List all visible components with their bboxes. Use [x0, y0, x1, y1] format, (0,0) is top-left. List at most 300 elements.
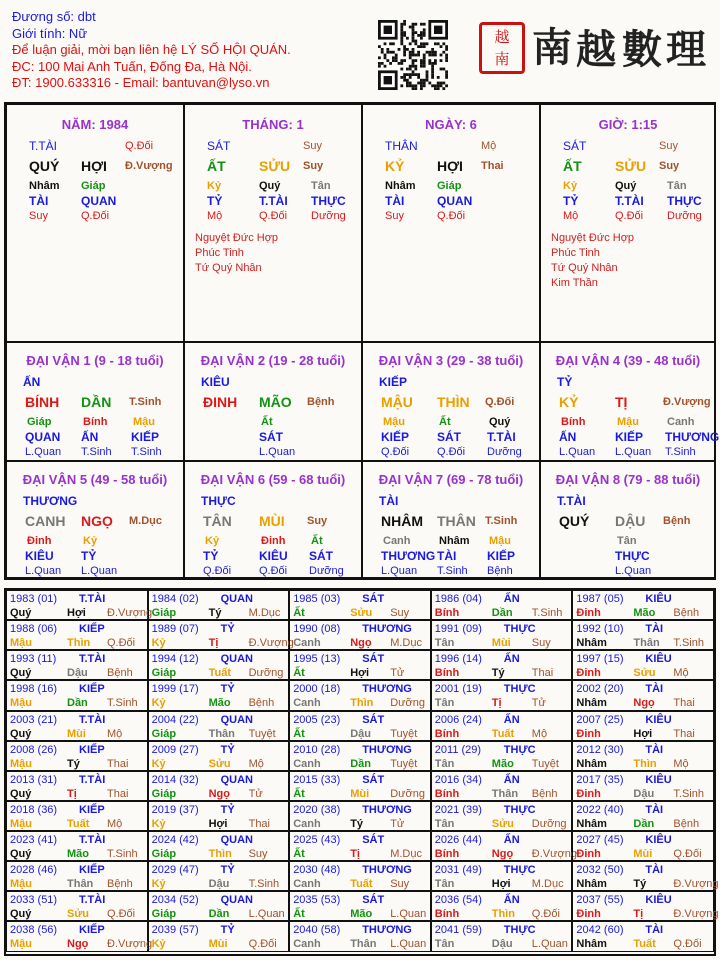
annual-stage: Q.Đối — [673, 938, 702, 951]
annual-branch: Dậu — [67, 667, 88, 680]
dai-van-cell — [184, 342, 362, 461]
dai-van-hidden-god: T.TÀI — [487, 430, 516, 444]
dai-van-hidden-god: THỰC — [615, 549, 650, 563]
annual-stage: M.Dục — [531, 878, 564, 891]
pillar-top-god: THÂN — [385, 139, 418, 153]
dai-van-stage: Bệnh — [307, 396, 335, 408]
dai-van-hidden-stem: Mậu — [489, 535, 511, 547]
annual-stem: Đinh — [576, 908, 601, 921]
dai-van-can-chi: THÌN — [437, 394, 470, 410]
annual-god: TÀI — [645, 743, 664, 756]
annual-stem: Nhâm — [576, 938, 607, 951]
annual-stage: Bệnh — [107, 878, 133, 891]
annual-stem: Giáp — [151, 848, 177, 861]
dai-van-can-chi: BÍNH — [25, 394, 60, 410]
annual-year: 1993 (11) — [10, 653, 57, 666]
annual-cell — [572, 921, 714, 951]
dai-van-can-chi: THÂN — [437, 513, 476, 529]
annual-branch: Mùi — [633, 848, 653, 861]
annual-stem: Mậu — [10, 817, 32, 830]
dai-van-cell — [184, 461, 362, 578]
annual-stage: Tử — [531, 697, 546, 710]
annual-branch: Hợi — [67, 607, 86, 619]
annual-cell — [289, 771, 431, 801]
dai-van-hidden-stem: Canh — [383, 535, 411, 547]
annual-stage: Bệnh — [531, 787, 558, 800]
annual-cell — [148, 831, 290, 861]
annual-cell — [431, 711, 573, 741]
pillar-hidden-stage: Q.Đối — [81, 210, 110, 222]
annual-branch: Tị — [350, 848, 360, 861]
dai-van-hidden-stage: L.Quan — [259, 446, 296, 458]
annual-cell — [431, 831, 577, 861]
annual-year: 2038 (56) — [10, 924, 58, 937]
annual-god: QUAN — [220, 593, 253, 605]
dai-van-can-chi: TỊ — [615, 394, 628, 410]
annual-stem: Bính — [434, 667, 460, 680]
annual-cell — [148, 620, 294, 650]
annual-cell — [289, 680, 431, 710]
dai-van-can-chi: TÂN — [203, 513, 232, 529]
annual-branch: Ngọ — [67, 938, 89, 951]
dai-van-stage: Suy — [307, 515, 328, 527]
dai-van-cell — [362, 342, 540, 461]
annual-stem: Canh — [293, 938, 321, 951]
annual-stage: Q.Đối — [248, 938, 277, 951]
dai-van-can-chi: KỶ — [559, 394, 579, 410]
annual-stem: Canh — [293, 878, 321, 891]
dai-van-hidden-god: THƯƠNG — [381, 549, 436, 563]
annual-year: 1999 (17) — [151, 683, 199, 696]
pillar-hidden-stem: Giáp — [437, 180, 462, 192]
annual-stem: Giáp — [151, 787, 177, 800]
annual-cell — [431, 741, 573, 771]
annual-stem: Kỷ — [151, 878, 166, 891]
dai-van-can-chi: DẦN — [81, 394, 112, 410]
annual-god: T.TÀI — [79, 894, 106, 907]
pillar-stage: Suy — [659, 160, 680, 172]
annual-god: KIẾP — [79, 924, 105, 937]
annual-stage: Bệnh — [673, 817, 700, 830]
main-chart-grid — [4, 102, 720, 580]
dai-van-hidden-stem: Mậu — [617, 416, 639, 428]
annual-stage: T.Sinh — [531, 607, 563, 619]
annual-cell — [572, 711, 714, 741]
annual-stage: T.Sinh — [673, 637, 704, 650]
annual-stage: Thai — [673, 697, 695, 710]
dai-van-title: ĐẠI VẬN 1 (9 - 18 tuổi) — [26, 353, 164, 368]
annual-cell — [431, 680, 573, 710]
annual-god: SÁT — [362, 593, 385, 605]
annual-cell — [6, 590, 153, 620]
annual-year: 2004 (22) — [151, 713, 199, 726]
dai-van-hidden-god: KIÊU — [25, 549, 54, 563]
annual-stem: Nhâm — [576, 817, 607, 830]
annual-stem: Giáp — [151, 727, 177, 740]
annual-stem: Tân — [434, 938, 455, 951]
annual-year: 2035 (53) — [293, 894, 341, 907]
annual-branch: Tị — [633, 908, 644, 921]
annual-stem: Giáp — [151, 908, 177, 921]
annual-stage: Dưỡng — [390, 787, 425, 800]
pillar-hidden-stem: Quý — [615, 180, 637, 192]
dai-van-stage: M.Dục — [129, 515, 162, 527]
annual-cell — [289, 801, 431, 831]
annual-year: 2018 (36) — [10, 803, 58, 816]
annual-branch: Tị — [491, 697, 502, 710]
annual-cell — [289, 921, 431, 951]
annual-cell — [6, 771, 148, 801]
annual-god: KIẾP — [79, 743, 105, 756]
annual-branch: Ngọ — [633, 697, 655, 710]
annual-god: T.TÀI — [79, 653, 106, 666]
annual-stem: Bính — [434, 607, 460, 619]
pillar-hidden-stage: Suy — [385, 210, 404, 222]
annual-cell — [148, 680, 290, 710]
annual-year: 2005 (23) — [293, 713, 341, 726]
annual-branch: Sửu — [350, 607, 373, 619]
dai-van-hidden-god: SÁT — [259, 430, 283, 444]
annual-stage: T.Sinh — [107, 848, 138, 861]
dai-van-title: ĐẠI VẬN 6 (59 - 68 tuổi) — [200, 472, 346, 487]
annual-year: 2009 (27) — [151, 743, 199, 756]
pillar-hidden-god: T.TÀI — [259, 194, 288, 208]
annual-year: 1994 (12) — [151, 653, 199, 666]
annual-god: T.TÀI — [79, 834, 106, 847]
annual-cell — [6, 861, 148, 891]
annual-branch: Tuất — [67, 817, 90, 830]
annual-stem: Bính — [434, 848, 460, 861]
annual-branch: Tuất — [208, 667, 231, 680]
annual-stage: L.Quan — [248, 908, 285, 921]
annual-cell — [6, 831, 148, 861]
annual-year: 2032 (50) — [576, 864, 624, 877]
annual-god: ẤN — [503, 834, 520, 847]
annual-branch: Tị — [67, 787, 77, 800]
annual-god: THỰC — [503, 924, 536, 937]
pillar-hidden-god: THỰC — [667, 194, 702, 208]
annual-year: 1985 (03) — [293, 593, 341, 605]
annual-branch: Sửu — [633, 667, 656, 680]
dai-van-hidden-stage: T.Sinh — [665, 446, 696, 458]
annual-god: TÀI — [645, 683, 664, 696]
pillar-hidden-stage: Q.Đối — [259, 210, 288, 222]
annual-god: TỶ — [220, 864, 235, 877]
annual-stage: Dưỡng — [531, 817, 567, 830]
annual-stem: Nhâm — [576, 878, 607, 891]
annual-stem: Đinh — [576, 727, 601, 740]
annual-cell — [431, 771, 573, 801]
annual-year: 1990 (08) — [293, 623, 341, 636]
annual-stage: L.Quan — [390, 908, 427, 921]
special-star: Phúc Tinh — [195, 247, 244, 259]
annual-year: 2019 (37) — [151, 803, 199, 816]
annual-stage: Thai — [107, 787, 129, 800]
annual-stem: Nhâm — [576, 697, 607, 710]
annual-cell — [572, 771, 714, 801]
annual-branch: Ngọ — [491, 848, 514, 861]
dai-van-can-chi: MÙI — [259, 513, 285, 529]
annual-year: 2007 (25) — [576, 713, 624, 726]
annual-god: TỶ — [220, 924, 235, 937]
dai-van-hidden-stem: Bính — [561, 416, 586, 428]
annual-stem: Ất — [293, 787, 305, 800]
pillar-hidden-god: TÀI — [385, 194, 405, 208]
annual-god: ẤN — [503, 773, 520, 786]
annual-branch: Dần — [208, 908, 230, 921]
annual-cell — [431, 620, 573, 650]
annual-branch: Mão — [350, 908, 373, 921]
dai-van-can-chi: ĐINH — [203, 394, 238, 410]
annual-stage: M.Dục — [248, 607, 281, 619]
annual-cell — [572, 620, 714, 650]
dai-van-hidden-stem: Quý — [489, 416, 511, 428]
annual-stage: Tử — [390, 667, 405, 680]
annual-stem: Mậu — [10, 878, 32, 891]
annual-year: 2034 (52) — [151, 894, 199, 907]
annual-branch: Mùi — [208, 938, 228, 951]
annual-branch: Thìn — [633, 757, 657, 770]
annual-year: 1998 (16) — [10, 683, 58, 696]
annual-god: KIÊU — [645, 653, 672, 666]
pillar-stage: Thai — [481, 160, 504, 172]
annual-stem: Bính — [434, 787, 460, 800]
dai-van-hidden-stage: T.Sinh — [81, 446, 112, 458]
annual-stem: Giáp — [151, 607, 177, 619]
pillar-top-god: Mộ — [481, 140, 497, 152]
annual-stage: Tuyệt — [248, 727, 276, 740]
annual-cell — [572, 741, 714, 771]
annual-branch: Tý — [67, 757, 80, 770]
annual-god: SÁT — [362, 773, 385, 786]
special-star: Nguyệt Đức Hợp — [551, 232, 635, 244]
annual-stage: Suy — [531, 637, 551, 650]
dai-van-hidden-god: ẤN — [81, 430, 99, 444]
annual-branch: Thìn — [491, 908, 516, 921]
annual-cell — [289, 711, 431, 741]
annual-branch: Mùi — [67, 727, 86, 740]
annual-cell — [572, 590, 714, 620]
annual-god: THƯƠNG — [362, 683, 412, 696]
annual-branch: Tị — [208, 637, 219, 650]
annual-stage: Bệnh — [107, 667, 133, 680]
annual-branch: Tuất — [633, 938, 656, 951]
annual-stage: Mộ — [248, 757, 264, 770]
annual-stage: M.Dục — [390, 637, 422, 650]
annual-year: 1986 (04) — [434, 593, 482, 605]
annual-year: 2002 (20) — [576, 683, 624, 696]
annual-year: 2012 (30) — [576, 743, 624, 756]
annual-god: QUAN — [220, 894, 253, 907]
annual-stem: Nhâm — [576, 637, 607, 650]
annual-stem: Tân — [434, 757, 455, 770]
dai-van-hidden-stem: Đinh — [27, 535, 52, 547]
special-star: Tứ Quý Nhân — [551, 262, 618, 274]
pillar-hidden-god: TỶ — [563, 194, 579, 208]
annual-cell — [6, 680, 148, 710]
annual-stem: Canh — [293, 697, 321, 710]
annual-god: THƯƠNG — [362, 864, 412, 877]
dai-van-hidden-stem: Kỷ — [83, 535, 98, 547]
dai-van-hidden-stage: Dưỡng — [487, 446, 522, 458]
annual-cell — [6, 891, 148, 921]
annual-branch: Thân — [633, 637, 660, 650]
dai-van-hidden-god: KIẾP — [487, 549, 516, 563]
dai-van-hidden-god: SÁT — [437, 430, 461, 444]
annual-stem: Ất — [293, 727, 305, 740]
pillar-can-chi: HỢI — [437, 158, 463, 174]
dai-van-god: TỶ — [557, 375, 573, 389]
dai-van-stage: T.Sinh — [485, 515, 518, 527]
annual-stem: Canh — [293, 817, 321, 830]
annual-stage: Mộ — [531, 727, 548, 740]
dai-van-god: TÀI — [379, 494, 399, 508]
annual-year: 1996 (14) — [434, 653, 482, 666]
gender: Giới tính: Nữ — [12, 25, 88, 41]
annual-stage: M.Dục — [390, 848, 422, 861]
annual-cell — [431, 891, 573, 921]
owner-name: Đương số: dbt — [12, 9, 96, 24]
dai-van-cell — [6, 461, 184, 578]
dai-van-hidden-stage: L.Quan — [615, 446, 652, 458]
dai-van-hidden-god: KIẾP — [131, 430, 160, 444]
dai-van-hidden-stage: L.Quan — [559, 446, 596, 458]
annual-year: 2031 (49) — [434, 864, 482, 877]
annual-year: 2024 (42) — [151, 834, 199, 847]
annual-branch: Dần — [491, 607, 513, 619]
annual-cell — [289, 891, 431, 921]
annual-stage: Dưỡng — [390, 697, 425, 710]
dai-van-hidden-stem: Kỷ — [205, 535, 220, 547]
dai-van-hidden-stem: Nhâm — [439, 535, 470, 547]
annual-year: 2013 (31) — [10, 773, 58, 786]
annual-year: 2020 (38) — [293, 803, 341, 816]
annual-cell — [6, 921, 153, 951]
annual-branch: Ngọ — [208, 787, 230, 800]
dai-van-can-chi: MẬU — [381, 394, 413, 410]
annual-cell — [6, 741, 148, 771]
annual-god: KIÊU — [645, 593, 672, 605]
annual-year: 2016 (34) — [434, 773, 482, 786]
annual-branch: Mão — [633, 607, 656, 619]
dai-van-cell — [6, 342, 184, 461]
annual-branch: Dậu — [633, 787, 655, 800]
annual-god: TỶ — [220, 683, 235, 696]
annual-branch: Tý — [491, 667, 505, 680]
annual-stage: L.Quan — [390, 938, 427, 951]
dai-van-hidden-god: SÁT — [309, 549, 333, 563]
annual-stage: Suy — [390, 878, 410, 891]
dai-van-hidden-stem: Ất — [311, 535, 323, 547]
annual-branch: Dần — [633, 817, 655, 830]
dai-van-hidden-stem: Mậu — [383, 416, 405, 428]
annual-stage: Thai — [248, 817, 270, 830]
annual-branch: Thìn — [350, 697, 374, 710]
dai-van-hidden-stage: T.Sinh — [131, 446, 162, 458]
pillar-can-chi: SỬU — [259, 158, 291, 174]
annual-stage: Bệnh — [673, 607, 700, 619]
annual-god: KIẾP — [79, 864, 105, 877]
annual-year: 2039 (57) — [151, 924, 199, 937]
annual-stem: Ất — [293, 607, 305, 619]
annual-god: KIÊU — [645, 713, 672, 726]
annual-year: 1983 (01) — [10, 593, 58, 605]
annual-branch: Mùi — [491, 637, 511, 650]
annual-stage: Dưỡng — [248, 667, 284, 680]
dai-van-hidden-stem: Tân — [617, 535, 637, 547]
annual-god: SÁT — [362, 894, 385, 907]
annual-stage: Bệnh — [248, 697, 275, 710]
pillar-hidden-god: THỰC — [311, 194, 346, 208]
annual-branch: Sửu — [67, 908, 90, 921]
pillar-hidden-stage: Q.Đối — [615, 210, 644, 222]
pillar-hidden-god: TÀI — [29, 194, 49, 208]
annual-god: THƯƠNG — [362, 623, 412, 636]
special-star: Nguyệt Đức Hợp — [195, 232, 279, 244]
annual-year: 2025 (43) — [293, 834, 341, 847]
annual-god: KIẾP — [79, 623, 105, 636]
annual-stem: Quý — [10, 848, 32, 861]
annual-god: QUAN — [220, 834, 253, 847]
annual-cell — [431, 590, 573, 620]
annual-stem: Đinh — [576, 667, 601, 680]
dai-van-god: T.TÀI — [557, 494, 586, 508]
annual-cell — [289, 620, 431, 650]
annual-branch: Dậu — [491, 938, 513, 951]
annual-cell — [289, 741, 431, 771]
pillar-hidden-stem: Tân — [311, 180, 331, 192]
pillar-top-god: Suy — [659, 140, 678, 152]
pillar-can-chi: ẤT — [563, 158, 582, 174]
pillar-hidden-god: QUAN — [81, 194, 117, 208]
annual-branch: Thân — [491, 787, 519, 800]
annual-stem: Canh — [293, 637, 321, 650]
pillar-cell — [540, 104, 716, 342]
pillar-top-god: Q.Đối — [125, 140, 154, 152]
dai-van-hidden-god: ẤN — [559, 430, 577, 444]
dai-van-can-chi: NGỌ — [81, 513, 113, 529]
annual-year: 2026 (44) — [434, 834, 482, 847]
annual-god: SÁT — [362, 653, 385, 666]
annual-branch: Tý — [208, 607, 222, 619]
annual-cell — [572, 891, 719, 921]
annual-stem: Kỷ — [151, 637, 166, 650]
red-seal: 越 南 — [479, 22, 525, 74]
annual-stage: Mộ — [673, 667, 689, 680]
annual-branch: Mão — [491, 757, 514, 770]
dai-van-hidden-stage: Q.Đối — [259, 565, 288, 577]
annual-stage: Mộ — [107, 727, 123, 740]
annual-branch: Hợi — [491, 878, 511, 891]
annual-year: 2003 (21) — [10, 713, 58, 726]
annual-stage: Tuyệt — [390, 757, 418, 770]
annual-stage: T.Sinh — [107, 697, 138, 710]
annual-branch: Mùi — [350, 787, 370, 800]
annual-stem: Bính — [434, 727, 460, 740]
dai-van-stage: Đ.Vượng — [663, 396, 711, 408]
annual-god: THƯƠNG — [362, 803, 412, 816]
annual-year: 2021 (39) — [434, 803, 482, 816]
pillar-stage: Suy — [303, 160, 324, 172]
annual-branch: Thân — [67, 878, 94, 891]
pillar-title: NĂM: 1984 — [61, 117, 129, 132]
annual-branch: Tuất — [350, 878, 373, 891]
annual-year: 1989 (07) — [151, 623, 199, 636]
pillar-can-chi: SỬU — [615, 158, 647, 174]
annual-cell — [6, 801, 148, 831]
annual-stage: Đ.Vượng — [107, 938, 153, 951]
annual-stem: Nhâm — [576, 757, 607, 770]
